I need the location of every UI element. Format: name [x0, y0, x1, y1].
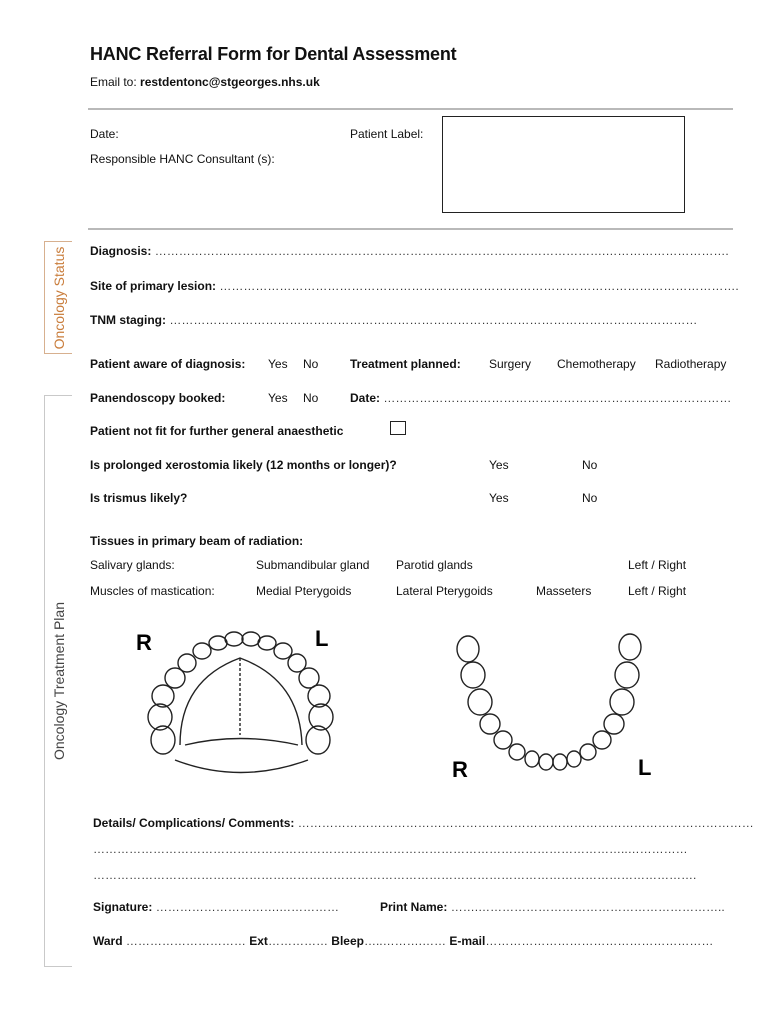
- patient-label-caption: Patient Label:: [350, 127, 424, 141]
- details-line-2[interactable]: ……………………………………………………………………………………………………………………..……………: [93, 842, 688, 856]
- email-line: [90, 75, 320, 89]
- upper-arch-diagram[interactable]: [130, 620, 360, 790]
- masseters-option[interactable]: Masseters: [536, 584, 592, 598]
- panendoscopy-label: Panendoscopy booked:: [90, 391, 226, 405]
- tnm-row[interactable]: [90, 313, 697, 327]
- medial-pterygoids-option[interactable]: Medial Pterygoids: [256, 584, 352, 598]
- palate-base: [185, 739, 298, 746]
- lower-tooth[interactable]: [468, 689, 492, 715]
- muscles-left-right[interactable]: Left / Right: [628, 584, 687, 598]
- upper-tooth[interactable]: [274, 643, 292, 659]
- not-fit-checkbox[interactable]: [390, 421, 406, 435]
- bleep-label: Bleep: [331, 934, 364, 948]
- tissues-label: Tissues in primary beam of radiation:: [90, 534, 304, 548]
- patient-divider: [88, 228, 733, 230]
- print-name-row[interactable]: [380, 900, 725, 914]
- print-name-dots: …….……………………………………………………..: [450, 900, 725, 914]
- ward-row[interactable]: [93, 934, 713, 948]
- lower-tooth[interactable]: [553, 754, 567, 770]
- lower-tooth[interactable]: [593, 731, 611, 749]
- lower-tooth[interactable]: [494, 731, 512, 749]
- date-label: Date:: [90, 127, 119, 141]
- header-divider: [88, 108, 733, 110]
- lower-tooth[interactable]: [619, 634, 641, 660]
- tnm-label: TNM staging:: [90, 313, 166, 327]
- submandibular-option[interactable]: Submandibular gland: [256, 558, 370, 572]
- upper-arch-l-label: L: [315, 626, 329, 651]
- trismus-yes[interactable]: Yes: [489, 491, 509, 505]
- ext-dots: ……………: [267, 934, 328, 948]
- treatment-radiotherapy[interactable]: Radiotherapy: [655, 357, 727, 371]
- details-row[interactable]: [93, 816, 754, 830]
- lower-tooth[interactable]: [567, 751, 581, 767]
- aware-yes[interactable]: Yes: [268, 357, 288, 371]
- treatment-surgery[interactable]: Surgery: [489, 357, 532, 371]
- ext-label: Ext: [249, 934, 268, 948]
- panendoscopy-yes[interactable]: Yes: [268, 391, 288, 405]
- oncology-treatment-label: Oncology Treatment Plan: [50, 602, 67, 760]
- oncology-status-label: Oncology Status: [50, 246, 67, 349]
- lower-tooth[interactable]: [580, 744, 596, 760]
- oncology-treatment-sidebar: [44, 395, 72, 967]
- treatment-chemotherapy[interactable]: Chemotherapy: [557, 357, 636, 371]
- tnm-dots: ……………………………………………………………………………………………………………………: [169, 313, 698, 327]
- lower-tooth[interactable]: [610, 689, 634, 715]
- site-dots: ………………………………………………………………………………………………………………….: [219, 279, 739, 293]
- aware-no[interactable]: No: [303, 357, 319, 371]
- signature-row[interactable]: [93, 900, 339, 914]
- diagnosis-row[interactable]: [90, 244, 729, 258]
- footer-email-label: E-mail: [449, 934, 486, 948]
- lateral-pterygoids-option[interactable]: Lateral Pterygoids: [396, 584, 493, 598]
- xerostomia-label: Is prolonged xerostomia likely (12 months or longer)?: [90, 458, 397, 472]
- trismus-no[interactable]: No: [582, 491, 598, 505]
- upper-arch-r-label: R: [136, 630, 152, 655]
- email-address[interactable]: restdentonc@stgeorges.nhs.uk: [140, 75, 320, 89]
- patient-label-box[interactable]: [442, 116, 685, 213]
- upper-tooth[interactable]: [258, 636, 276, 650]
- not-fit-label: Patient not fit for further general anaesthetic: [90, 424, 344, 438]
- lower-tooth[interactable]: [615, 662, 639, 688]
- panendoscopy-no[interactable]: No: [303, 391, 319, 405]
- palate-outline: [180, 658, 302, 745]
- upper-tooth[interactable]: [242, 632, 260, 646]
- panendoscopy-date-label: Date:: [350, 391, 381, 405]
- lower-arch-l-label: L: [638, 755, 652, 780]
- consultant-label: Responsible HANC Consultant (s):: [90, 152, 275, 166]
- lower-tooth[interactable]: [525, 751, 539, 767]
- upper-tooth[interactable]: [225, 632, 243, 646]
- lower-tooth[interactable]: [604, 714, 624, 734]
- ward-dots: …………………………: [125, 934, 246, 948]
- site-label: Site of primary lesion:: [90, 279, 217, 293]
- signature-dots: ………………………….……………: [155, 900, 340, 914]
- bleep-dots: …..……….……: [363, 934, 446, 948]
- trismus-label: Is trismus likely?: [90, 491, 188, 505]
- upper-tooth[interactable]: [193, 643, 211, 659]
- xerostomia-no[interactable]: No: [582, 458, 598, 472]
- email-label: Email to:: [90, 75, 137, 89]
- muscles-label: Muscles of mastication:: [90, 584, 215, 598]
- salivary-left-right[interactable]: Left / Right: [628, 558, 687, 572]
- lower-tooth[interactable]: [539, 754, 553, 770]
- footer-email-dots: …………………………………………………: [485, 934, 714, 948]
- panendoscopy-date-dots: ……………………………………………………………………………: [383, 391, 732, 405]
- xerostomia-yes[interactable]: Yes: [489, 458, 509, 472]
- salivary-label: Salivary glands:: [90, 558, 175, 572]
- panendoscopy-date-row[interactable]: [350, 391, 731, 405]
- ward-label: Ward: [93, 934, 123, 948]
- aware-label: Patient aware of diagnosis:: [90, 357, 246, 371]
- upper-tooth[interactable]: [209, 636, 227, 650]
- lower-tooth[interactable]: [461, 662, 485, 688]
- upper-tooth[interactable]: [178, 654, 196, 672]
- oncology-status-sidebar: [44, 241, 72, 354]
- details-line-3[interactable]: …………………………………………………………………………………………………………………………………….: [93, 868, 697, 882]
- lower-arch-r-label: R: [452, 757, 468, 782]
- diagnosis-label: Diagnosis:: [90, 244, 152, 258]
- details-dots: ……………………………………………………………………………………………………: [297, 816, 754, 830]
- diagnosis-dots: ……………….………………………………………………………………………………….………………………….: [154, 244, 729, 258]
- lower-arch-diagram[interactable]: [440, 625, 670, 785]
- treatment-label: Treatment planned:: [350, 357, 461, 371]
- site-row[interactable]: [90, 279, 739, 293]
- lower-tooth[interactable]: [480, 714, 500, 734]
- print-name-label: Print Name:: [380, 900, 448, 914]
- signature-label: Signature:: [93, 900, 153, 914]
- soft-palate-line: [175, 760, 308, 773]
- form-title: HANC Referral Form for Dental Assessment: [90, 44, 457, 64]
- parotid-option[interactable]: Parotid glands: [396, 558, 473, 572]
- lower-tooth[interactable]: [509, 744, 525, 760]
- lower-tooth[interactable]: [457, 636, 479, 662]
- details-label: Details/ Complications/ Comments:: [93, 816, 295, 830]
